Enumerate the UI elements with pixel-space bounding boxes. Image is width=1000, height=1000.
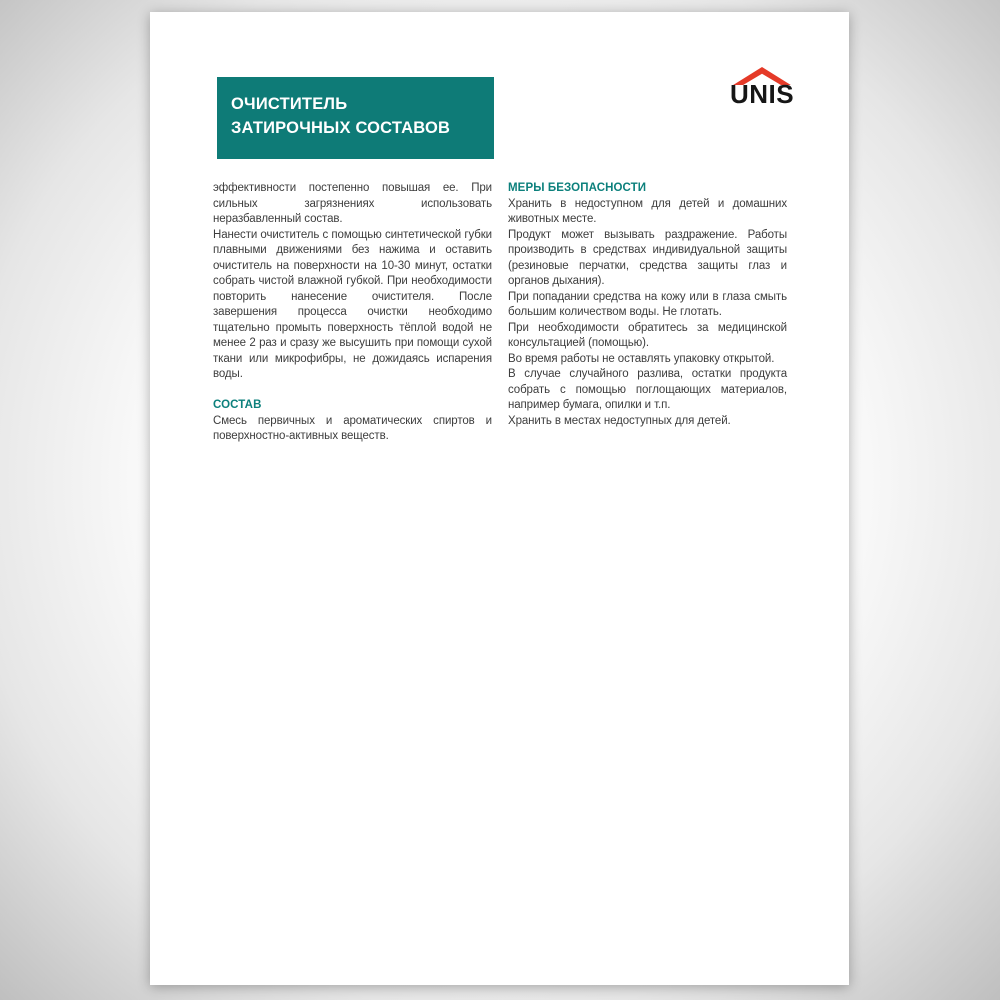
body-paragraph: При попадании средства на кожу или в глаза смыть большим количеством воды. Не глотать. — [508, 290, 787, 318]
product-title-line2: ЗАТИРОЧНЫХ СОСТАВОВ — [231, 119, 451, 137]
section-heading-sostav: СОСТАВ — [213, 399, 262, 411]
body-paragraph: Хранить в недоступном для детей и домашних животных месте. — [508, 197, 787, 225]
unis-logo-text: UNIS — [729, 79, 795, 109]
body-paragraph: В случае случайного разлива, остатки продукта собрать с помощью поглощающих материалов, например бумага, опилки и т.п. — [508, 368, 787, 411]
document-page — [150, 12, 849, 985]
body-paragraph: Продукт может вызывать раздражение. Работы производить в средствах индивидуальной защиты (резиновые перчатки, средства защиты глаз и органов дыхания). — [508, 228, 787, 287]
left-column — [213, 181, 492, 445]
body-paragraph: Нанести очиститель с помощью синтетической губки плавными движениями без нажима и оставить очиститель на поверхности на 10-30 минут, остатки собрать чистой влажной губкой. При необходимости повторить нанесение очистителя. После завершения процесса очистки необходимо тщательно промыть поверхность тёплой водой не менее 2 раз и сразу же высушить при помощи сухой ткани или микрофибры, не дожидаясь испарения воды. — [213, 228, 492, 380]
product-title-line1: ОЧИСТИТЕЛЬ — [231, 95, 348, 113]
body-columns — [213, 181, 787, 445]
body-paragraph: эффективности постепенно повышая ее. При сильных загрязнениях использовать неразбавленный состав. — [213, 182, 492, 225]
unis-logo — [722, 67, 802, 107]
right-column — [508, 181, 787, 445]
body-paragraph: Во время работы не оставлять упаковку открытой. — [508, 352, 775, 365]
body-paragraph: Хранить в местах недоступных для детей. — [508, 414, 731, 427]
body-paragraph: Смесь первичных и ароматических спиртов и поверхностно-активных веществ. — [213, 414, 492, 442]
body-paragraph: При необходимости обратитесь за медицинской консультацией (помощью). — [508, 321, 787, 349]
title-banner — [217, 77, 494, 159]
section-heading-mery-bezopasnosti: МЕРЫ БЕЗОПАСНОСТИ — [508, 182, 647, 194]
